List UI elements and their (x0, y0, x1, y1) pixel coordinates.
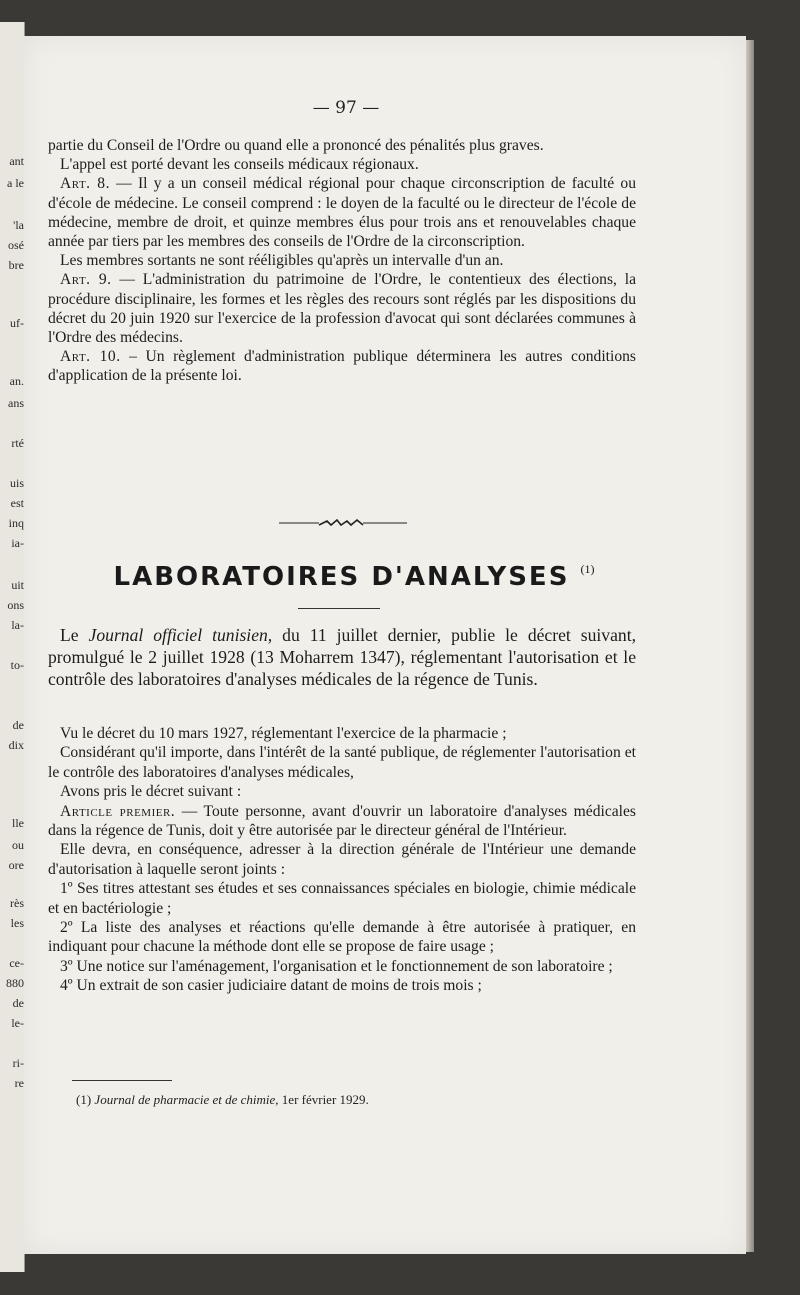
margin-fragment: ons (7, 598, 24, 612)
article-text: — L'administration du patrimoine de l'Ordre, le contentieux des élections, la procédure disciplinaire, les formes et les règles des recours sont réglés par les dispositions du décret du 20 juin 1920 sur l'exercice de la profession d'avocat qui sont déclarées communes à l'Ordre des médecins. (48, 271, 636, 347)
margin-fragment: ore (8, 858, 24, 872)
margin-fragment: a le (7, 176, 24, 190)
facing-page-edge (0, 22, 25, 1272)
margin-fragment: uis (9, 476, 24, 490)
paragraph: partie du Conseil de l'Ordre ou quand elle a prononcé des pénalités plus graves. (48, 137, 544, 154)
page-number: — 97 — (312, 98, 380, 118)
margin-fragment: ou (12, 838, 24, 852)
article-text: — Il y a un conseil médical régional pour chaque circonscription de faculté ou d'école de médecine. Le conseil comprend : le doyen de la faculté ou le directeur de l'école de médecine, membre de droit, et quinze membres élus pour trois ans et renouvelables chaque année par tiers par les membres des conseils de l'Ordre de la circonscription. (48, 175, 636, 251)
intro-text: Le (60, 625, 89, 645)
margin-fragment: ans (8, 396, 24, 410)
margin-fragment: ant (9, 154, 24, 168)
article-10 (48, 347, 636, 385)
margin-fragment: rté (11, 436, 24, 450)
margin-fragment: 'la (13, 218, 24, 232)
footnote-marker: (1) (580, 562, 595, 576)
footnote (76, 1092, 636, 1108)
intro-paragraph (48, 624, 636, 690)
margin-fragment: osé (8, 238, 24, 252)
section-title-text: LABORATOIRES D'ANALYSES (113, 562, 570, 592)
title-rule (298, 608, 380, 609)
margin-fragment: inq (8, 516, 24, 530)
list-item: 2º La liste des analyses et réactions qu'elle demande à être autorisée à pratiquer, en indiquant pour chacune la méthode dont elle se propose de faire usage ; (48, 919, 636, 956)
paragraph: L'appel est porté devant les conseils médicaux régionaux. (60, 156, 419, 174)
margin-fragment: est (10, 496, 24, 510)
margin-fragment: dix (8, 738, 24, 752)
margin-fragment: rès (10, 896, 24, 910)
footnote-source: Journal de pharmacie et de chimie, (94, 1092, 279, 1107)
article-text: – Un règlement d'administration publique déterminera les autres conditions d'application de la présente loi. (48, 348, 637, 385)
ornament-divider-icon (279, 516, 407, 530)
article-9 (48, 270, 636, 347)
margin-fragment: de (12, 718, 24, 732)
margin-fragment: le- (11, 1016, 24, 1030)
list-item: 1º Ses titres attestant ses études et ses connaissances spéciales en biologie, chimie médicale et en bactériologie ; (48, 880, 636, 917)
footnote-date: 1er février 1929. (278, 1092, 369, 1107)
journal-name: Journal officiel tunisien, (88, 625, 273, 645)
page-edge (746, 40, 754, 1252)
margin-fragment: bre (8, 258, 24, 272)
list-item: 3º Une notice sur l'aménagement, l'organisation et le fonctionnement de son laboratoire ; (60, 957, 613, 975)
margin-fragment: 880 (6, 976, 24, 990)
paragraph: Elle devra, en conséquence, adresser à la direction générale de l'Intérieur une demande d'autorisation à laquelle seront joints : (48, 841, 636, 878)
list-item: 4º Un extrait de son casier judiciaire datant de moins de trois mois ; (60, 977, 482, 995)
paragraph: Considérant qu'il importe, dans l'intérêt de la santé publique, de réglementer l'autorisation et le contrôle des laboratoires d'analyses médicales, (48, 744, 636, 781)
section-title (74, 562, 634, 592)
article-8 (48, 174, 636, 251)
paragraph: Vu le décret du 10 mars 1927, réglementant l'exercice de la pharmacie ; (60, 725, 507, 742)
footnote-marker: (1) (76, 1092, 95, 1107)
article-text: — Toute personne, avant d'ouvrir un laboratoire d'analyses médicales dans la régence de Tunis, doit y être autorisée par le directeur général de l'Intérieur. (48, 802, 636, 840)
document-page (24, 36, 746, 1254)
article-label: Art. 10. (60, 348, 121, 366)
margin-fragment: de (12, 996, 24, 1010)
article-premier (48, 802, 636, 841)
margin-fragment: to- (10, 658, 24, 672)
paragraph: Les membres sortants ne sont rééligibles qu'après un intervalle d'un an. (60, 252, 504, 270)
margin-fragment: la- (11, 618, 24, 632)
margin-fragment: uf- (10, 316, 24, 330)
footnote-rule (72, 1080, 172, 1081)
margin-fragment: ri- (12, 1056, 24, 1070)
top-text-block (48, 136, 636, 386)
article-label: Art. 8. (60, 175, 110, 193)
margin-fragment: re (14, 1076, 24, 1090)
intro-text: du 11 juillet dernier, publie le décret suivant, promulgué le 2 juillet 1928 (13 Moharrem 1347), réglementant l'autorisation et le contrôle des laboratoires d'analyses médicales de la régence de Tunis. (48, 625, 636, 689)
margin-fragment: ia- (11, 536, 24, 550)
margin-fragment: lle (12, 816, 24, 830)
margin-fragment: uit (11, 578, 24, 592)
article-label: Article premier. (60, 802, 176, 820)
margin-fragment: les (10, 916, 24, 930)
margin-fragment: ce- (9, 956, 24, 970)
paragraph: Avons pris le décret suivant : (60, 783, 242, 801)
decree-body (48, 724, 636, 996)
margin-fragment: an. (9, 374, 24, 388)
article-label: Art. 9. (60, 271, 112, 289)
decree-intro (48, 624, 636, 690)
